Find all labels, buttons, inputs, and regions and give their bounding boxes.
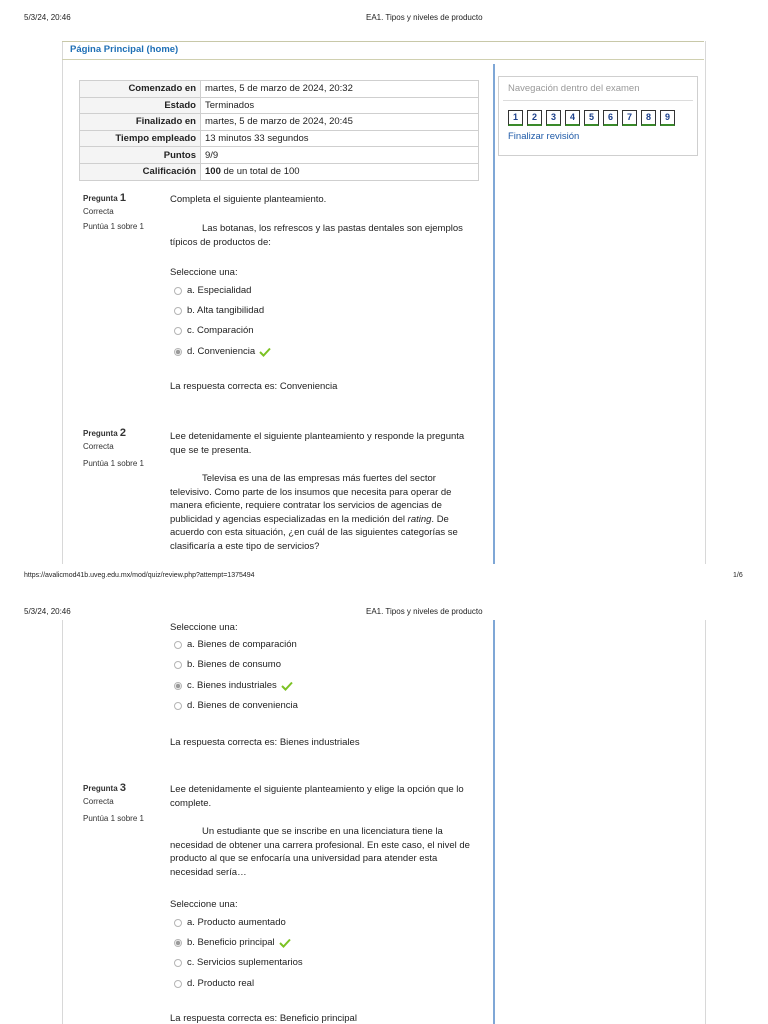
finish-review-link[interactable]: Finalizar revisión <box>508 131 580 142</box>
question-nav-buttons <box>508 110 675 126</box>
question-status: Correcta <box>83 207 114 216</box>
answer-option[interactable] <box>174 285 251 296</box>
question-score: Puntúa 1 sobre 1 <box>83 814 144 823</box>
question-score: Puntúa 1 sobre 1 <box>83 459 144 468</box>
question-body-text: . De acuerdo con esta situación, ¿en cuál de las siguientes categorías se clasificaría a este tipo de servicios? <box>170 513 458 552</box>
attempt-summary-table <box>79 80 479 181</box>
question-info <box>83 192 144 233</box>
question-number-value: 2 <box>119 427 127 439</box>
nav-question-3[interactable]: 3 <box>546 110 561 126</box>
option-label: b. Alta tangibilidad <box>187 305 265 316</box>
question-body-text: Televisa es una de las empresas más fuertes del sector televisivo. Como parte de los insumos que necesita para operar de manera eficiente, requiere contratar los servicios de agencias de publicidad y agencias especializadas en la medición del <box>170 473 452 525</box>
question-body <box>170 472 480 553</box>
question-number <box>83 192 144 205</box>
question-number-value: 3 <box>119 782 127 794</box>
question-label: Pregunta <box>83 429 118 438</box>
answer-option-selected[interactable] <box>174 346 271 357</box>
correct-answer-feedback: La respuesta correcta es: Conveniencia <box>170 381 338 392</box>
nav-question-9[interactable]: 9 <box>660 110 675 126</box>
nav-question-7[interactable]: 7 <box>622 110 637 126</box>
print-date: 5/3/24, 20:46 <box>24 13 71 22</box>
question-number <box>83 427 144 440</box>
radio-button[interactable] <box>174 327 182 335</box>
question-label: Pregunta <box>83 784 118 793</box>
summary-value: Terminados <box>201 97 479 114</box>
page-frame <box>62 620 706 1024</box>
option-label: b. Bienes de consumo <box>187 659 282 670</box>
answer-option[interactable] <box>174 917 286 928</box>
radio-button[interactable] <box>174 980 182 988</box>
nav-question-4[interactable]: 4 <box>565 110 580 126</box>
question-body-italic: rating <box>407 513 432 525</box>
question-intro: Lee detenidamente el siguiente planteamiento y elige la opción que lo complete. <box>170 784 464 809</box>
radio-button-selected[interactable] <box>174 682 182 690</box>
nav-question-5[interactable]: 5 <box>584 110 599 126</box>
answer-option-selected[interactable] <box>174 680 293 691</box>
correct-answer-feedback: La respuesta correcta es: Beneficio principal <box>170 1013 357 1024</box>
print-page-number: 1/6 <box>733 572 743 579</box>
print-url: https://avalicmod41b.uveg.edu.mx/mod/quiz/review.php?attempt=1375494 <box>24 572 255 579</box>
column-divider <box>493 64 495 568</box>
nav-question-6[interactable]: 6 <box>603 110 618 126</box>
summary-row <box>80 114 479 131</box>
question-intro: Lee detenidamente el siguiente planteamiento y responde la pregunta que se te presenta. <box>170 431 465 456</box>
correct-check-icon <box>259 347 271 357</box>
question-status: Correcta <box>83 442 114 451</box>
correct-answer-feedback: La respuesta correcta es: Bienes industriales <box>170 737 360 748</box>
quiz-navigation-panel <box>498 76 698 156</box>
summary-row <box>80 81 479 98</box>
radio-button[interactable] <box>174 641 182 649</box>
summary-label: Puntos <box>80 147 201 164</box>
answer-option[interactable] <box>174 325 254 336</box>
summary-row <box>80 97 479 114</box>
answer-option[interactable] <box>174 305 264 316</box>
question-info <box>83 782 144 825</box>
question-body: Las botanas, los refrescos y las pastas dentales son ejemplos típicos de productos de: <box>170 223 463 248</box>
radio-button[interactable] <box>174 287 182 295</box>
summary-value: 9/9 <box>201 147 479 164</box>
summary-value: martes, 5 de marzo de 2024, 20:32 <box>201 81 479 98</box>
radio-button[interactable] <box>174 661 182 669</box>
radio-button-selected[interactable] <box>174 939 182 947</box>
radio-button-selected[interactable] <box>174 348 182 356</box>
answer-option[interactable] <box>174 957 303 968</box>
grade-total: de un total de 100 <box>220 166 300 178</box>
summary-row <box>80 163 479 180</box>
question-number-value: 1 <box>119 192 127 204</box>
question-intro: Completa el siguiente planteamiento. <box>170 194 327 205</box>
quiz-navigation-title: Navegación dentro del examen <box>508 83 640 94</box>
option-label: a. Bienes de comparación <box>187 639 297 650</box>
nav-question-2[interactable]: 2 <box>527 110 542 126</box>
option-label: d. Conveniencia <box>187 346 256 357</box>
nav-question-1[interactable]: 1 <box>508 110 523 126</box>
radio-button[interactable] <box>174 702 182 710</box>
question-body: Un estudiante que se inscribe en una licenciatura tiene la necesidad de obtener una carrera profesional. En este caso, el nivel de producto al que se enfocaría una universidad para atender esta necesidad sería… <box>170 826 470 878</box>
summary-value <box>201 163 479 180</box>
question-label: Pregunta <box>83 194 118 203</box>
divider <box>503 100 693 101</box>
grade-value: 100 <box>205 166 221 178</box>
divider <box>62 59 704 60</box>
print-date: 5/3/24, 20:46 <box>24 607 71 616</box>
radio-button[interactable] <box>174 919 182 927</box>
column-divider <box>493 620 495 1024</box>
summary-value: 13 minutos 33 segundos <box>201 130 479 147</box>
radio-button[interactable] <box>174 959 182 967</box>
print-title: EA1. Tipos y niveles de producto <box>366 13 483 22</box>
answer-option[interactable] <box>174 639 297 650</box>
summary-label: Finalizado en <box>80 114 201 131</box>
correct-check-icon <box>281 681 293 691</box>
divider <box>62 41 704 42</box>
answer-option[interactable] <box>174 659 281 670</box>
answer-option[interactable] <box>174 978 254 989</box>
summary-value: martes, 5 de marzo de 2024, 20:45 <box>201 114 479 131</box>
question-score: Puntúa 1 sobre 1 <box>83 222 144 231</box>
option-label: c. Bienes industriales <box>187 680 277 691</box>
nav-question-8[interactable]: 8 <box>641 110 656 126</box>
radio-button[interactable] <box>174 307 182 315</box>
summary-label: Comenzado en <box>80 81 201 98</box>
question-number <box>83 782 144 795</box>
option-label: d. Producto real <box>187 978 255 989</box>
summary-label: Calificación <box>80 163 201 180</box>
select-one-label: Seleccione una: <box>170 267 238 278</box>
home-link[interactable]: Página Principal (home) <box>70 44 179 55</box>
summary-label: Tiempo empleado <box>80 130 201 147</box>
option-label: b. Beneficio principal <box>187 937 275 948</box>
option-label: c. Servicios suplementarios <box>187 957 303 968</box>
summary-row <box>80 147 479 164</box>
answer-option[interactable] <box>174 700 298 711</box>
answer-option-selected[interactable] <box>174 937 291 948</box>
option-label: a. Producto aumentado <box>187 917 286 928</box>
option-label: d. Bienes de conveniencia <box>187 700 298 711</box>
option-label: a. Especialidad <box>187 285 252 296</box>
select-one-label: Seleccione una: <box>170 899 238 910</box>
print-title: EA1. Tipos y niveles de producto <box>366 607 483 616</box>
summary-label: Estado <box>80 97 201 114</box>
select-one-label: Seleccione una: <box>170 622 238 633</box>
option-label: c. Comparación <box>187 325 254 336</box>
summary-row <box>80 130 479 147</box>
question-info <box>83 427 144 470</box>
question-status: Correcta <box>83 797 114 806</box>
correct-check-icon <box>279 938 291 948</box>
